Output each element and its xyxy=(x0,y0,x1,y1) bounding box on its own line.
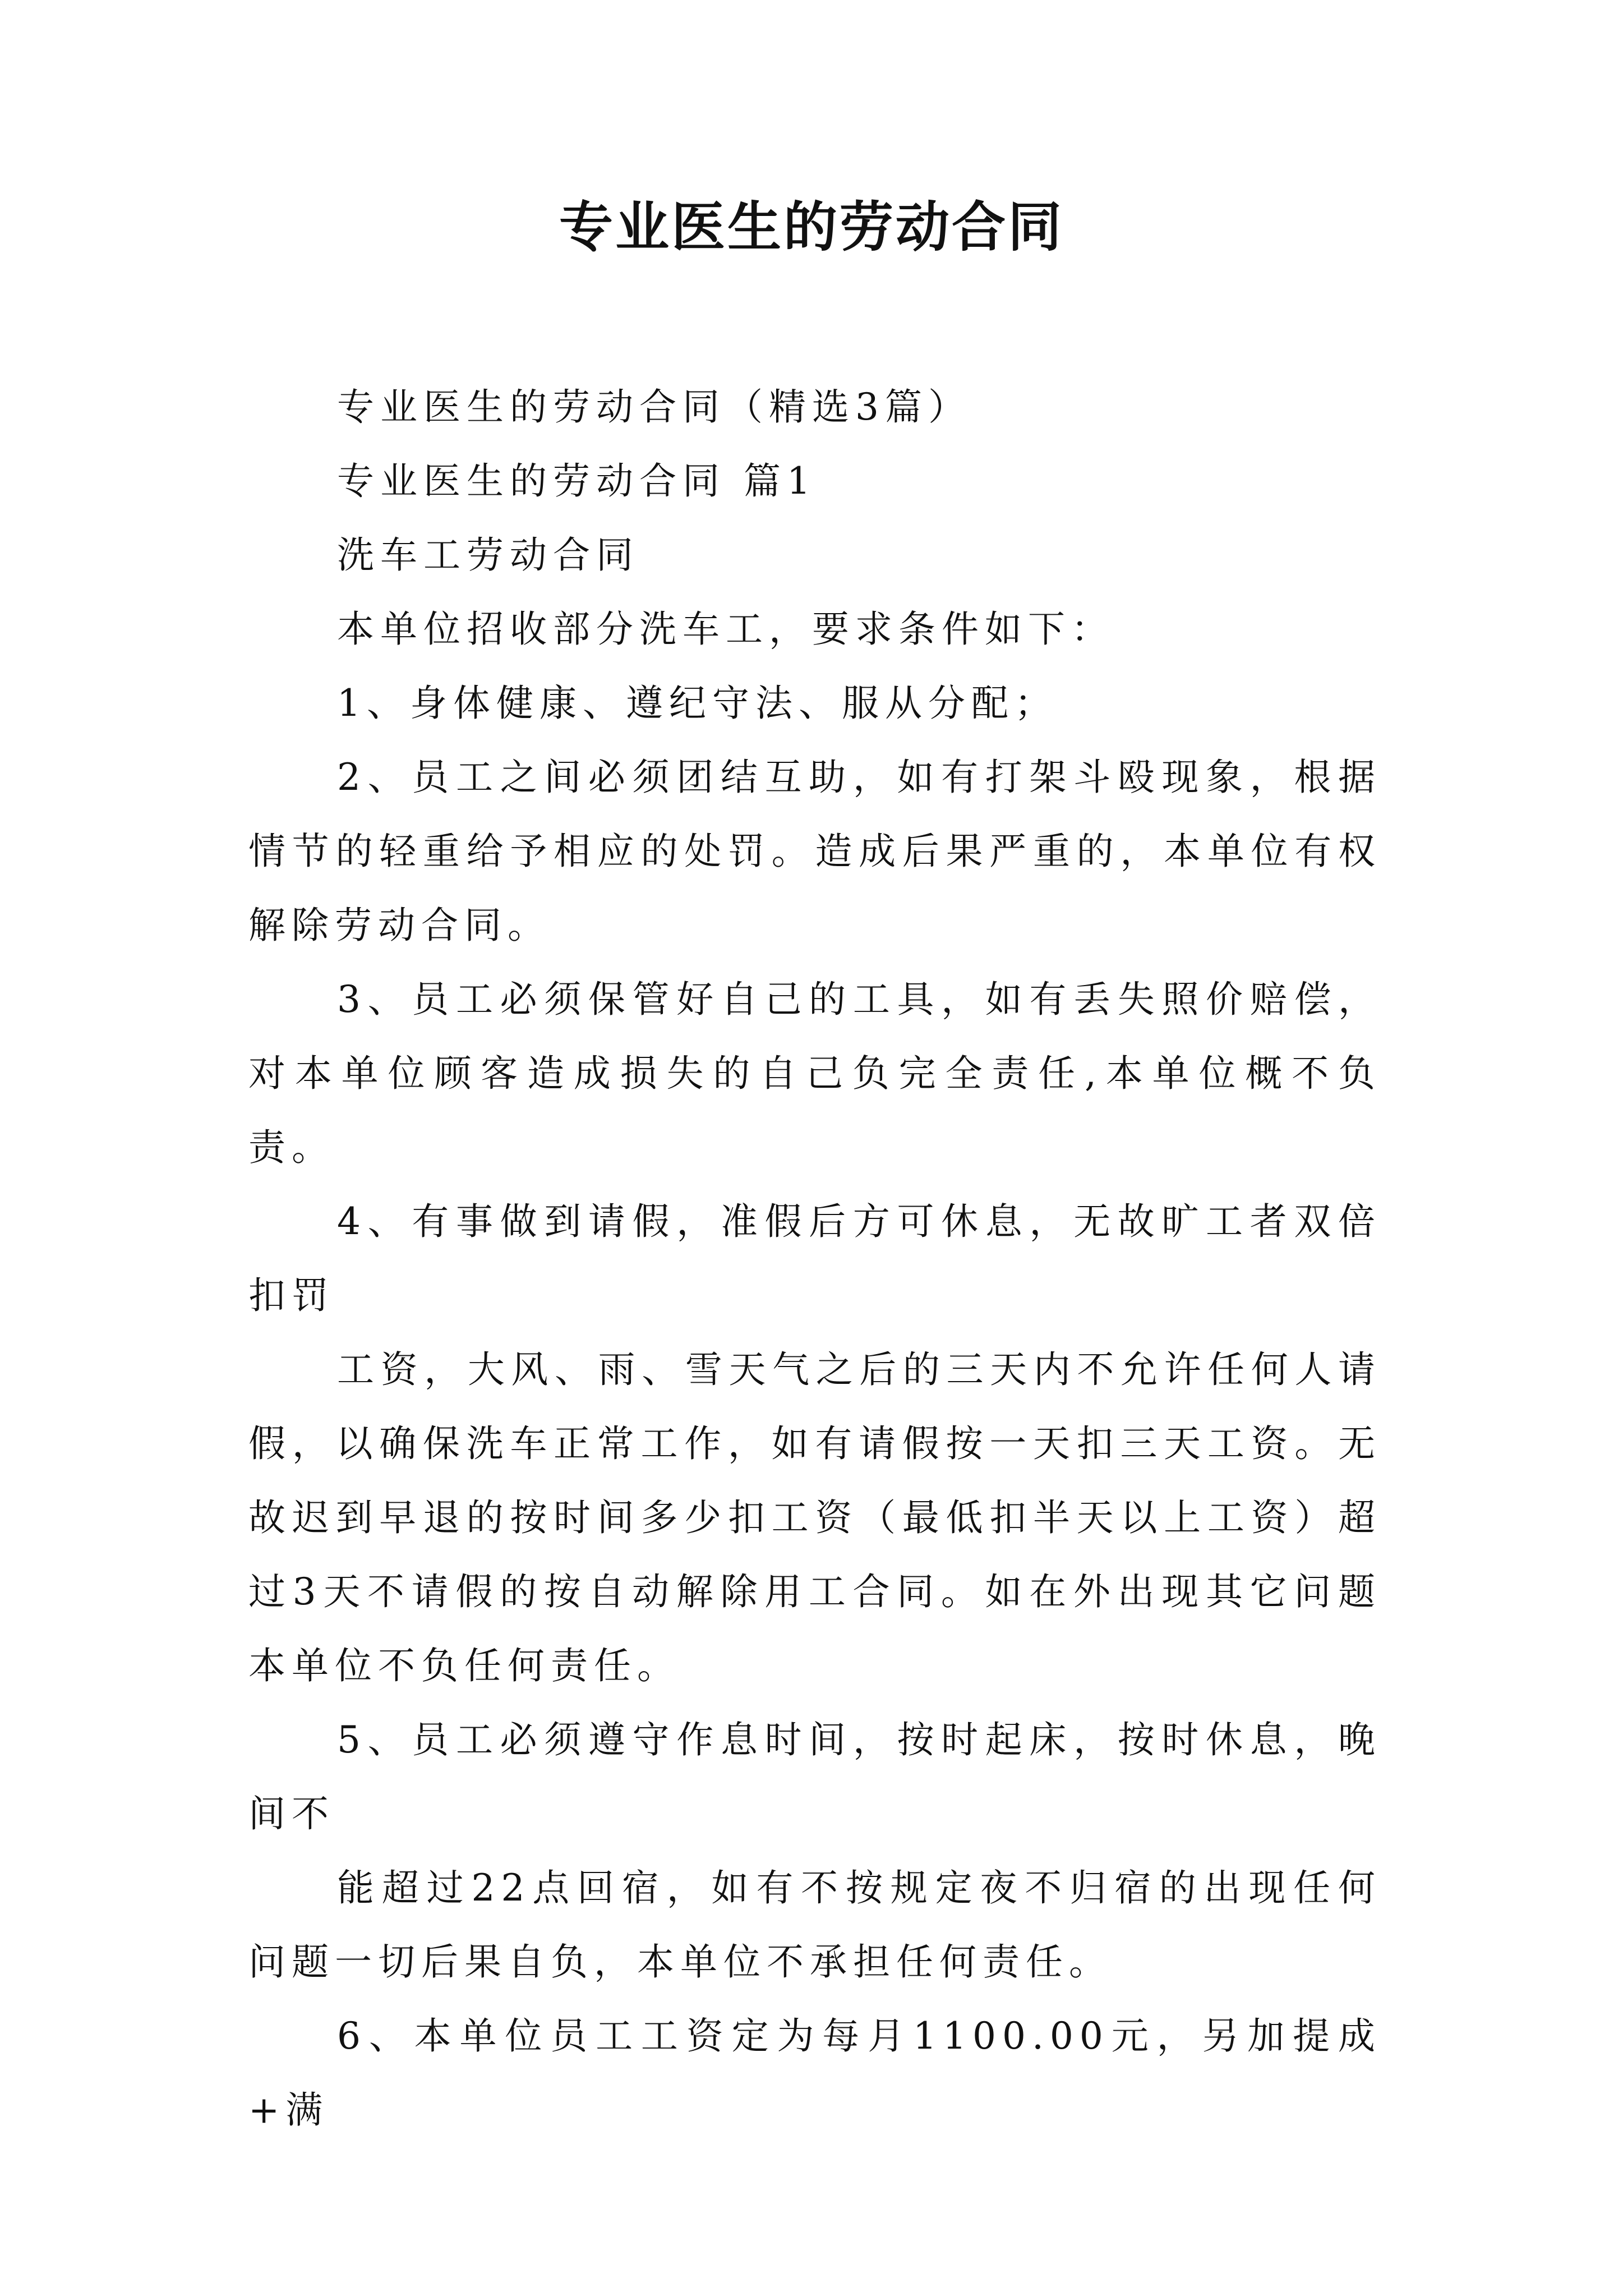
paragraph: 专业医生的劳动合同（精选3篇） xyxy=(337,385,971,429)
document-title: 专业医生的劳动合同 xyxy=(559,195,1064,259)
paragraph: 3、员工必须保管好自己的工具，如有丢失照价赔偿，对本单位顾客造成损失的自己负完全责任,本单位概不负责。 xyxy=(248,978,1381,1169)
paragraph: 2、员工之间必须团结互助，如有打架斗殴现象，根据情节的轻重给予相应的处罚。造成后果严重的，本单位有权解除劳动合同。 xyxy=(248,756,1381,947)
paragraph: 1、身体健康、遵纪守法、服从分配； xyxy=(337,682,1058,725)
document-body xyxy=(248,370,1381,2147)
paragraph: 洗车工劳动合同 xyxy=(337,533,639,577)
paragraph: 能超过22点回宿，如有不按规定夜不归宿的出现任何问题一切后果自负，本单位不承担任何责任。 xyxy=(248,1866,1381,1984)
paragraph: 本单位招收部分洗车工，要求条件如下： xyxy=(337,608,1114,651)
paragraph: 工资，大风、雨、雪天气之后的三天内不允许任何人请假，以确保洗车正常工作，如有请假按一天扣三天工资。无故迟到早退的按时间多少扣工资（最低扣半天以上工资）超过3天不请假的按自动解除用工合同。如在外出现其它问题本单位不负任何责任。 xyxy=(248,1348,1381,1687)
paragraph: 4、有事做到请假，准假后方可休息，无故旷工者双倍扣罚 xyxy=(248,1200,1381,1317)
paragraph: 5、员工必须遵守作息时间，按时起床，按时休息，晚间不 xyxy=(248,1718,1381,1835)
paragraph: 专业医生的劳动合同 篇1 xyxy=(337,459,817,503)
paragraph: 6、本单位员工工资定为每月1100.00元，另加提成+满 xyxy=(248,2014,1381,2132)
